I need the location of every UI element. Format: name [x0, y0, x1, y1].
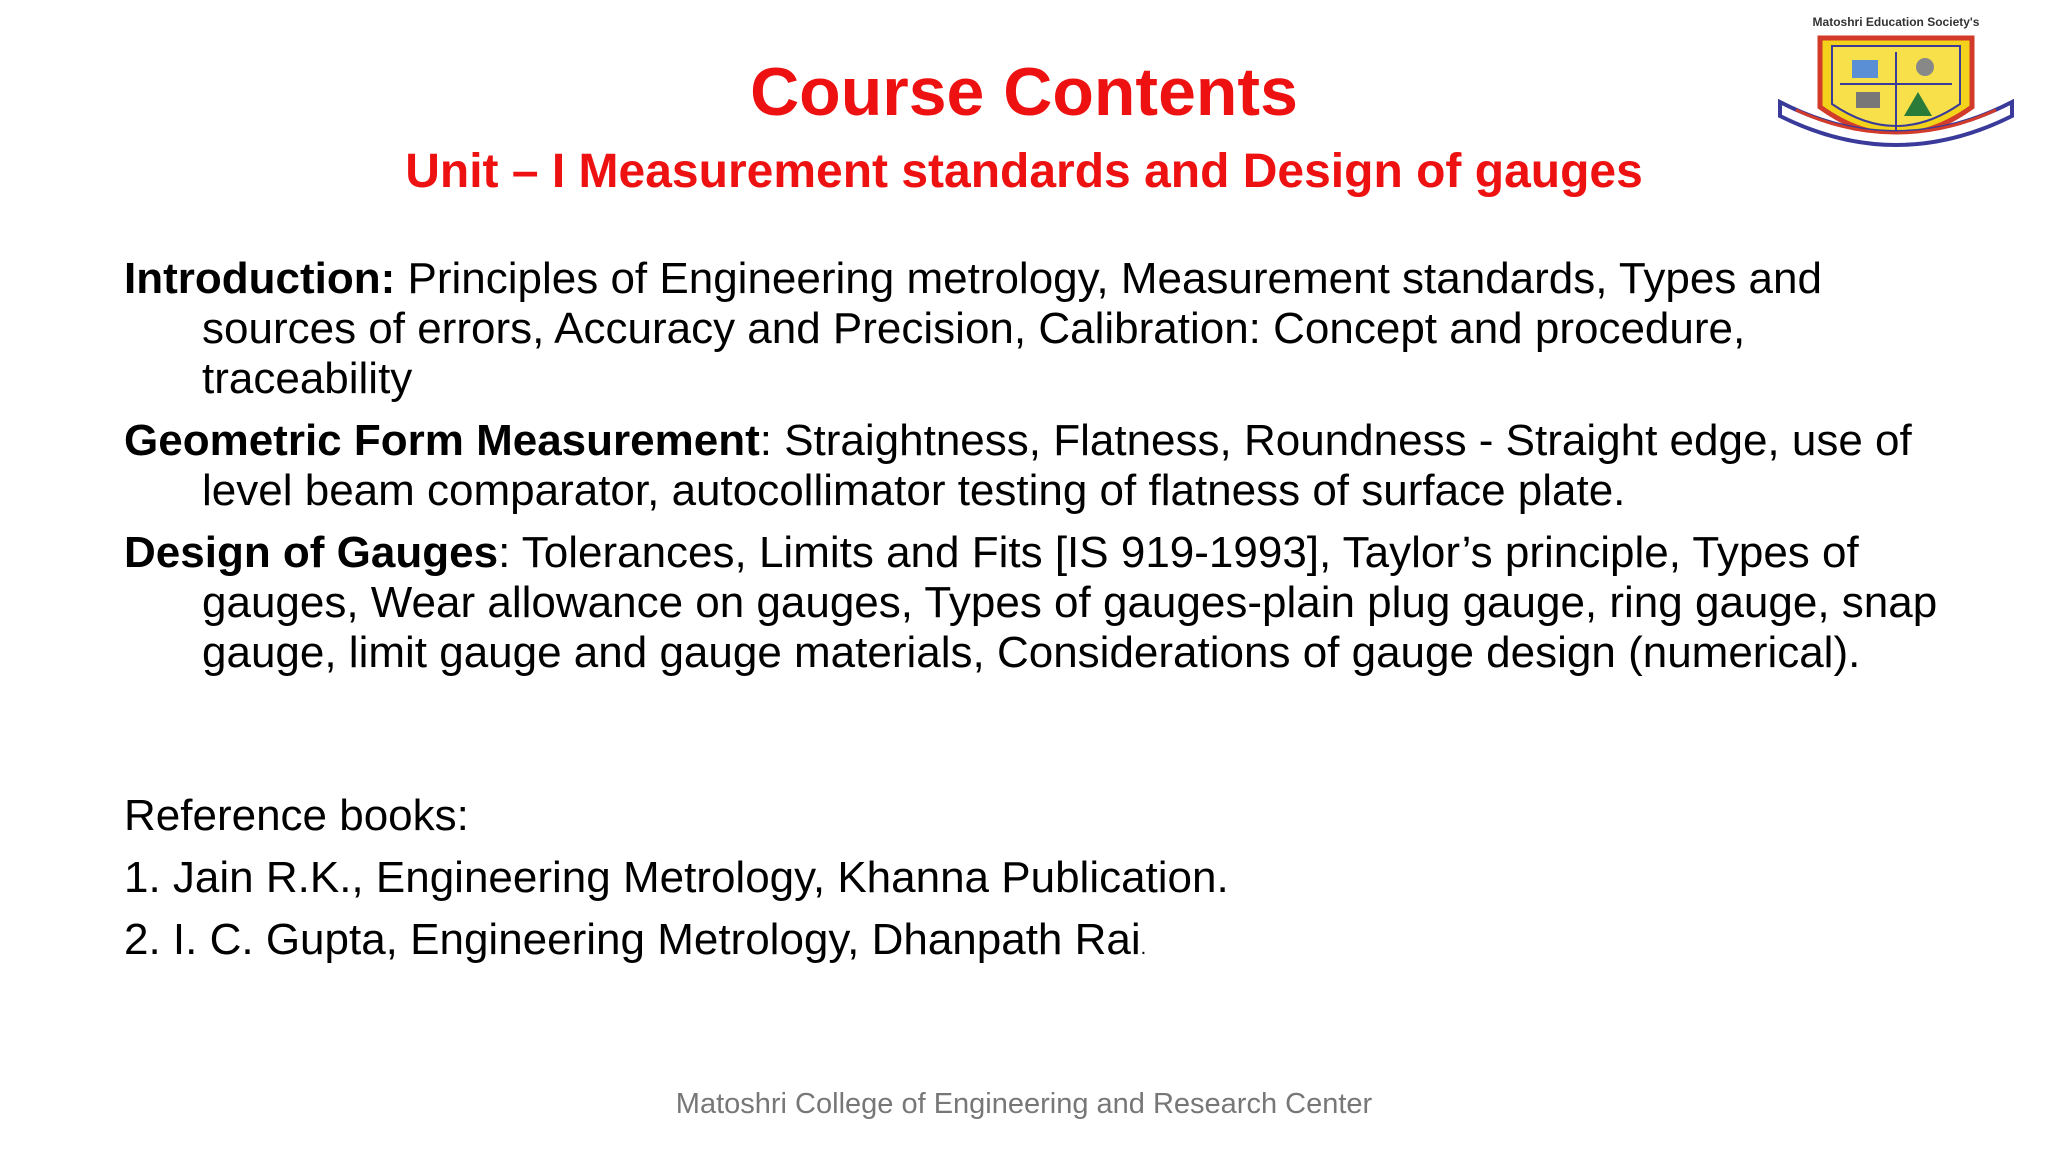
svg-text:Matoshri Education Society's: Matoshri Education Society's — [1812, 15, 1980, 29]
unit-subtitle: Unit – I Measurement standards and Design of gauges — [405, 145, 1643, 198]
content-geometric-form — [124, 416, 1944, 516]
reference-books — [124, 785, 1229, 979]
content-heading: Introduction: — [124, 254, 396, 303]
content-heading: Geometric Form Measurement — [124, 416, 760, 465]
reference-item-2 — [124, 909, 1229, 979]
footer: Matoshri College of Engineering and Research Center — [675, 1088, 1373, 1120]
content-text: Principles of Engineering metrology, Measurement standards, Types and sources of errors, Accuracy and Precision, Calibration: Concept and procedure, traceability — [202, 254, 1822, 403]
slide-title: Course Contents — [750, 54, 1298, 130]
reference-item-1: 1. Jain R.K., Engineering Metrology, Khanna Publication. — [124, 853, 1229, 902]
course-content — [124, 254, 1944, 690]
content-text: : Straightness, Flatness, Roundness - Straight edge, use of level beam comparator, autocollimator testing of flatness of surface plate. — [202, 416, 1912, 515]
content-introduction — [124, 254, 1944, 404]
reference-trailing-dot: . — [1140, 937, 1147, 959]
reference-heading: Reference books: — [124, 791, 469, 840]
reference-item-2-text: 2. I. C. Gupta, Engineering Metrology, Dhanpath Rai — [124, 915, 1141, 964]
content-heading: Design of Gauges — [124, 528, 499, 577]
content-text: : Tolerances, Limits and Fits [IS 919-1993], Taylor’s principle, Types of gauges, Wear allowance on gauges, Types of gauges-plain plug gauge, ring gauge, snap gauge, limit gauge and gauge materials, Considerations of gauge design (numerical). — [202, 528, 1938, 677]
content-design-of-gauges — [124, 528, 1944, 678]
